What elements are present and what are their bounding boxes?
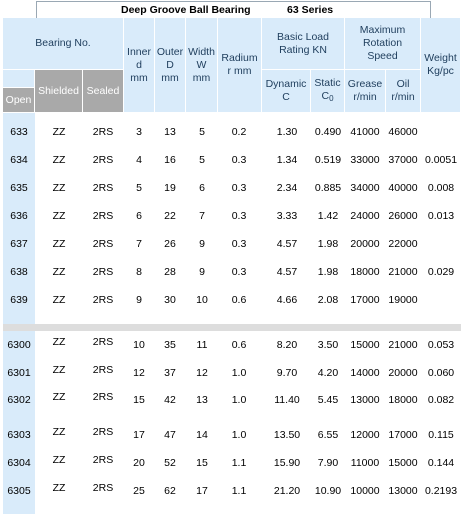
cell-stat: 0.519	[314, 154, 342, 166]
table-title	[36, 1, 431, 19]
cell-D: 13	[164, 126, 176, 138]
header-weight: Weight Kg/pc	[421, 18, 461, 113]
cell-oil: 18000	[388, 394, 418, 406]
cell-d: 20	[133, 457, 145, 469]
cell-shielded: ZZ	[52, 154, 66, 166]
cell-r: 1.1	[231, 457, 247, 469]
header-oil: Oil r/min	[386, 70, 421, 113]
cell-dyn: 3.33	[276, 210, 298, 222]
cell-r: 0.2	[231, 126, 247, 138]
cell-r: 0.6	[231, 339, 247, 351]
cell-D: 16	[164, 154, 176, 166]
cell-shielded: ZZ	[52, 391, 66, 403]
cell-oil: 22000	[388, 238, 418, 250]
header-radium: Radium r mm	[218, 18, 262, 113]
cell-oil: 13000	[388, 485, 418, 497]
cell-stat: 0.885	[314, 182, 342, 194]
cell-r: 1.0	[231, 367, 247, 379]
header-static	[311, 70, 345, 113]
header-open: Open	[3, 88, 35, 113]
cell-dyn: 1.30	[276, 126, 298, 138]
cell-r: 0.3	[231, 154, 247, 166]
cell-w: 5	[199, 154, 205, 166]
cell-open: 6305	[7, 485, 31, 497]
cell-D: 42	[164, 394, 176, 406]
cell-dyn: 11.40	[274, 394, 300, 406]
cell-stat: 10.90	[314, 485, 342, 497]
cell-stat: 3.50	[317, 339, 339, 351]
cell-shielded: ZZ	[52, 126, 66, 138]
cell-sealed: 2RS	[92, 210, 114, 222]
cell-w: 9	[199, 238, 205, 250]
cell-dyn: 4.66	[276, 294, 298, 306]
cell-stat: 0.490	[314, 126, 342, 138]
cell-d: 4	[136, 154, 142, 166]
cell-stat: 7.90	[317, 457, 339, 469]
cell-r: 1.1	[231, 485, 247, 497]
cell-stat: 2.08	[317, 294, 339, 306]
header-inner-d: Inner d mm	[124, 18, 155, 113]
cell-open: 639	[10, 294, 28, 306]
cell-sealed: 2RS	[92, 266, 114, 278]
cell-r: 1.0	[231, 394, 247, 406]
cell-D: 35	[164, 339, 176, 351]
cell-shielded: ZZ	[52, 482, 66, 494]
cell-grease: 18000	[350, 266, 380, 278]
cell-w: 9	[199, 266, 205, 278]
cell-stat: 6.55	[317, 429, 339, 441]
cell-oil: 19000	[388, 294, 418, 306]
cell-oil: 17000	[388, 429, 418, 441]
header-max-speed: Maximum Rotation Speed	[345, 18, 421, 70]
cell-w: 15	[196, 457, 208, 469]
cell-w: 13	[196, 394, 208, 406]
cell-shielded: ZZ	[52, 294, 66, 306]
cell-grease: 12000	[350, 429, 380, 441]
cell-oil: 21000	[388, 339, 418, 351]
cell-weight: 0.082	[427, 394, 455, 406]
cell-oil: 26000	[388, 210, 418, 222]
header-static-subscript: 0	[329, 94, 334, 103]
cell-stat: 4.20	[317, 367, 339, 379]
cell-d: 25	[133, 485, 145, 497]
cell-grease: 17000	[350, 294, 380, 306]
cell-d: 3	[136, 126, 142, 138]
cell-weight: 0.115	[428, 429, 454, 441]
header-basic-load: Basic Load Rating KN	[262, 18, 345, 70]
cell-oil: 15000	[388, 457, 418, 469]
cell-grease: 41000	[350, 126, 380, 138]
cell-shielded: ZZ	[52, 364, 66, 376]
header-bearing-no: Bearing No.	[3, 18, 124, 70]
cell-weight: 0.2193	[424, 485, 458, 497]
cell-weight: 0.144	[427, 457, 455, 469]
cell-D: 47	[164, 429, 176, 441]
cell-oil: 21000	[388, 266, 418, 278]
cell-sealed: 2RS	[92, 182, 114, 194]
cell-weight: 0.008	[427, 182, 455, 194]
cell-open: 637	[10, 238, 28, 250]
header-open-top	[3, 70, 35, 88]
cell-r: 0.3	[231, 238, 247, 250]
cell-shielded: ZZ	[52, 266, 66, 278]
cell-r: 0.3	[231, 210, 247, 222]
cell-w: 10	[196, 294, 208, 306]
cell-stat: 1.98	[317, 266, 339, 278]
cell-grease: 10000	[350, 485, 380, 497]
cell-oil: 20000	[388, 367, 418, 379]
cell-open: 6304	[7, 457, 31, 469]
cell-sealed: 2RS	[92, 482, 114, 494]
cell-sealed: 2RS	[92, 364, 114, 376]
cell-D: 19	[164, 182, 176, 194]
cell-d: 7	[136, 238, 142, 250]
cell-r: 0.6	[231, 294, 247, 306]
cell-D: 37	[164, 367, 176, 379]
cell-d: 6	[136, 210, 142, 222]
cell-dyn: 9.70	[276, 367, 298, 379]
cell-sealed: 2RS	[92, 294, 114, 306]
cell-weight: 0.029	[427, 266, 455, 278]
cell-shielded: ZZ	[52, 454, 66, 466]
cell-dyn: 15.90	[273, 457, 301, 469]
cell-shielded: ZZ	[52, 336, 66, 348]
cell-oil: 37000	[388, 154, 418, 166]
cell-grease: 24000	[350, 210, 380, 222]
cell-open: 634	[10, 154, 28, 166]
cell-d: 10	[133, 339, 145, 351]
cell-d: 5	[136, 182, 142, 194]
cell-open: 6300	[7, 339, 31, 351]
header-dynamic: Dynamic C	[262, 70, 311, 113]
cell-shielded: ZZ	[52, 210, 66, 222]
cell-D: 26	[164, 238, 176, 250]
cell-grease: 14000	[350, 367, 380, 379]
cell-d: 15	[133, 394, 145, 406]
cell-grease: 11000	[350, 457, 380, 469]
cell-sealed: 2RS	[92, 336, 114, 348]
cell-open: 6301	[7, 367, 31, 379]
header-outer-d: Outer D mm	[155, 18, 186, 113]
cell-stat: 5.45	[317, 394, 339, 406]
cell-weight: 0.060	[427, 367, 455, 379]
cell-sealed: 2RS	[92, 426, 114, 438]
cell-dyn: 2.34	[276, 182, 298, 194]
cell-sealed: 2RS	[92, 126, 114, 138]
cell-grease: 15000	[350, 339, 380, 351]
cell-weight: 0.0051	[424, 154, 458, 166]
cell-w: 5	[199, 126, 205, 138]
cell-dyn: 4.57	[276, 238, 298, 250]
cell-w: 7	[199, 210, 205, 222]
cell-dyn: 13.50	[273, 429, 301, 441]
cell-weight: 0.013	[427, 210, 455, 222]
cell-shielded: ZZ	[52, 426, 66, 438]
cell-stat: 1.42	[317, 210, 339, 222]
cell-grease: 20000	[350, 238, 380, 250]
header-static-label: Static C	[314, 77, 341, 102]
cell-r: 1.0	[231, 429, 247, 441]
header-sealed: Sealed	[83, 70, 124, 113]
cell-d: 9	[136, 294, 142, 306]
cell-grease: 33000	[350, 154, 380, 166]
cell-dyn: 8.20	[276, 339, 298, 351]
cell-dyn: 21.20	[273, 485, 301, 497]
cell-d: 12	[133, 367, 145, 379]
cell-sealed: 2RS	[92, 154, 114, 166]
cell-grease: 13000	[350, 394, 380, 406]
cell-dyn: 1.34	[276, 154, 298, 166]
cell-oil: 40000	[388, 182, 418, 194]
group-separator	[3, 324, 461, 331]
cell-sealed: 2RS	[92, 391, 114, 403]
header-grease: Grease r/min	[345, 70, 386, 113]
title-bearing-type: Deep Groove Ball Bearing	[121, 4, 251, 16]
cell-open: 633	[10, 126, 28, 138]
cell-r: 0.3	[231, 266, 247, 278]
cell-open: 6302	[7, 394, 31, 406]
cell-sealed: 2RS	[92, 454, 114, 466]
cell-weight: 0.053	[427, 339, 455, 351]
title-series: 63 Series	[287, 4, 334, 16]
cell-stat: 1.98	[317, 238, 339, 250]
cell-w: 11	[196, 339, 208, 351]
cell-dyn: 4.57	[276, 266, 298, 278]
cell-D: 22	[164, 210, 176, 222]
cell-open: 635	[10, 182, 28, 194]
cell-D: 30	[164, 294, 176, 306]
cell-D: 62	[164, 485, 176, 497]
cell-d: 8	[136, 266, 142, 278]
cell-D: 28	[164, 266, 176, 278]
cell-d: 17	[133, 429, 145, 441]
cell-w: 14	[196, 429, 208, 441]
cell-w: 6	[199, 182, 205, 194]
cell-w: 17	[196, 485, 208, 497]
cell-shielded: ZZ	[52, 182, 66, 194]
cell-oil: 46000	[388, 126, 418, 138]
cell-shielded: ZZ	[52, 238, 66, 250]
cell-w: 12	[196, 367, 208, 379]
cell-D: 52	[164, 457, 176, 469]
cell-r: 0.3	[231, 182, 247, 194]
cell-sealed: 2RS	[92, 238, 114, 250]
header-width: Width W mm	[186, 18, 218, 113]
cell-open: 638	[10, 266, 28, 278]
cell-grease: 34000	[350, 182, 380, 194]
header-shielded: Shielded	[35, 70, 83, 113]
cell-open: 6303	[7, 429, 31, 441]
cell-open: 636	[10, 210, 28, 222]
